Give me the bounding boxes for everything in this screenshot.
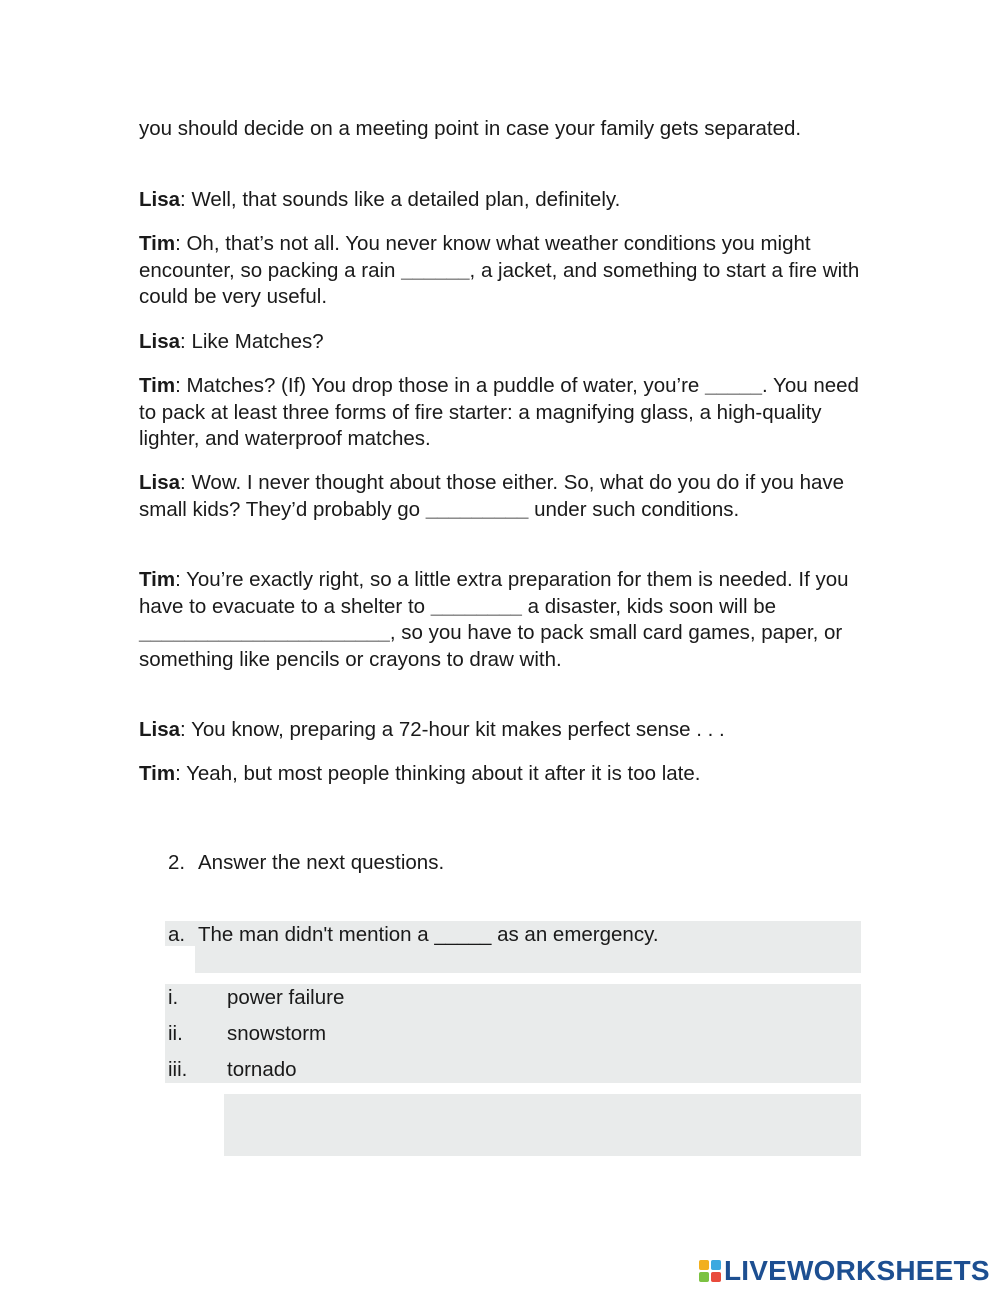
dialogue-line-1 [139,187,864,214]
fill-in-blank[interactable]: ______ [401,258,470,282]
dialogue-text: You know, preparing a 72-hour kit makes perfect sense . . . [191,718,725,741]
speaker-name: Tim [139,568,176,591]
fill-in-blank[interactable]: _________ [425,497,529,521]
speaker-name: Tim [139,232,176,255]
liveworksheets-logo [699,1256,990,1286]
dialogue-line-4 [139,373,864,453]
fill-in-blank[interactable]: ______________________ [139,621,390,644]
dialogue-text: . You need to pack at least three forms of fire starter: a magnifying glass, a high-quality lighter, and waterproof matches. [139,374,859,450]
speaker-separator: : [180,718,192,741]
dialogue-text: Yeah, but most people thinking about it after it is too late. [186,762,701,785]
option-text: tornado [227,1058,297,1081]
speaker-separator: : [180,330,192,353]
speaker-separator: : [175,568,187,591]
option-number: ii. [168,1022,183,1045]
question-text: Answer the next questions. [198,851,445,874]
speaker-name: Lisa [139,188,181,211]
dialogue-line-3 [139,329,864,356]
dialogue-text: Like Matches? [191,330,324,353]
dialogue-text: you should decide on a meeting point in case your family gets separated. [139,117,802,140]
dialogue-line-8 [139,761,864,788]
dialogue-text: You’re exactly right, so a little extra preparation for them is needed. If you have to evacuate to a shelter to [139,568,849,618]
speaker-separator: : [180,471,192,494]
dialogue-line-5 [139,470,864,523]
dialogue-line-0 [139,116,864,143]
dialogue-text: , so you have to pack small card games, paper, or something like pencils or crayons to draw with. [139,621,843,671]
dialogue-text: Wow. I never thought about those either. So, what do you do if you have small kids? They’d probably go [139,471,845,521]
answer-box[interactable] [224,1094,861,1156]
option-text: power failure [227,986,345,1009]
option-number: iii. [168,1058,188,1081]
dialogue-text: Oh, that’s not all. You never know what weather conditions you might encounter, so packing a rain [139,232,811,282]
answer-input-box[interactable] [195,946,861,973]
speaker-name: Tim [139,762,176,785]
dialogue-text: a disaster, kids soon will be [521,594,777,618]
speaker-name: Lisa [139,330,181,353]
dialogue-line-2 [139,231,864,311]
speaker-name: Lisa [139,718,181,741]
option-number: i. [168,986,179,1009]
speaker-name: Tim [139,374,176,397]
question-item-text: The man didn't mention a _____ as an emergency. [198,923,659,946]
dialogue-line-6 [139,567,864,673]
fill-in-blank[interactable]: ________ [430,594,522,618]
option-text: snowstorm [227,1022,327,1045]
dialogue-text: under such conditions. [528,497,740,521]
dialogue-text: , a jacket, and something to start a fire with could be very useful. [139,258,860,308]
fill-in-blank[interactable]: _____ [705,374,763,397]
question-number: 2. [168,851,186,874]
dialogue-text: Matches? (If) You drop those in a puddle of water, you’re [186,374,706,397]
speaker-name: Lisa [139,471,181,494]
speaker-separator: : [175,374,187,397]
dialogue-line-7 [139,717,864,744]
dialogue-text: Well, that sounds like a detailed plan, definitely. [191,188,621,211]
speaker-separator: : [175,232,187,255]
logo-text: LIVEWORKSHEETS [724,1255,990,1286]
speaker-separator: : [180,188,192,211]
question-item-label: a. [168,923,186,946]
liveworksheets-logo-icon [699,1260,721,1282]
speaker-separator: : [175,762,187,785]
